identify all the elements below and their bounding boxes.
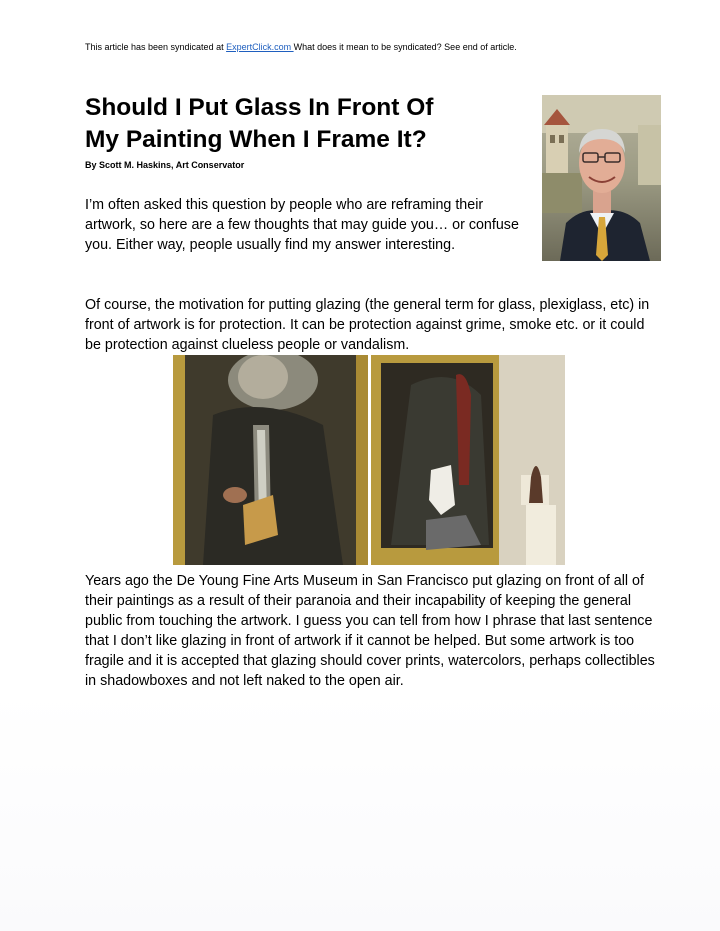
author-portrait: [542, 95, 661, 261]
article-title: [85, 92, 525, 156]
damaged-painting-photo: [371, 355, 565, 565]
title-line-1: Should I Put Glass In Front Of: [85, 94, 434, 121]
museum-paragraph: Years ago the De Young Fine Arts Museum in San Francisco put glazing on front of all of their paintings as a result of their paranoia and their incapability of keeping the general public from touching the artwork. I guess you can tell from how I phrase that last sentence that I don’t like glazing in front of artwork if it cannot be helped. But some artwork is too fragile and it is accepted that glazing should cover prints, watercolors, perhaps collectibles in shadowboxes and not left naked to the open air.: [85, 573, 655, 689]
title-line-2: My Painting When I Frame It?: [85, 126, 427, 153]
intro-paragraph: I’m often asked this question by people who are reframing their artwork, so here are a few thoughts that may guide you… or confuse you. Either way, people usually find my answer interesting.: [85, 197, 519, 253]
notice-suffix: What does it mean to be syndicated? See end of article.: [293, 42, 517, 52]
notice-prefix: This article has been syndicated at: [85, 42, 227, 52]
syndication-notice: [85, 42, 517, 52]
byline: By Scott M. Haskins, Art Conservator: [85, 160, 245, 170]
motivation-paragraph: Of course, the motivation for putting glazing (the general term for glass, plexiglass, etc) in front of artwork is for protection. It can be protection against grime, smoke etc. or it could be protection against clueless people or vandalism.: [85, 297, 650, 353]
damaged-portrait-photo: [173, 355, 368, 565]
expertclick-link[interactable]: ExpertClick.com: [226, 42, 294, 52]
page-bottom-fade: [0, 690, 720, 931]
